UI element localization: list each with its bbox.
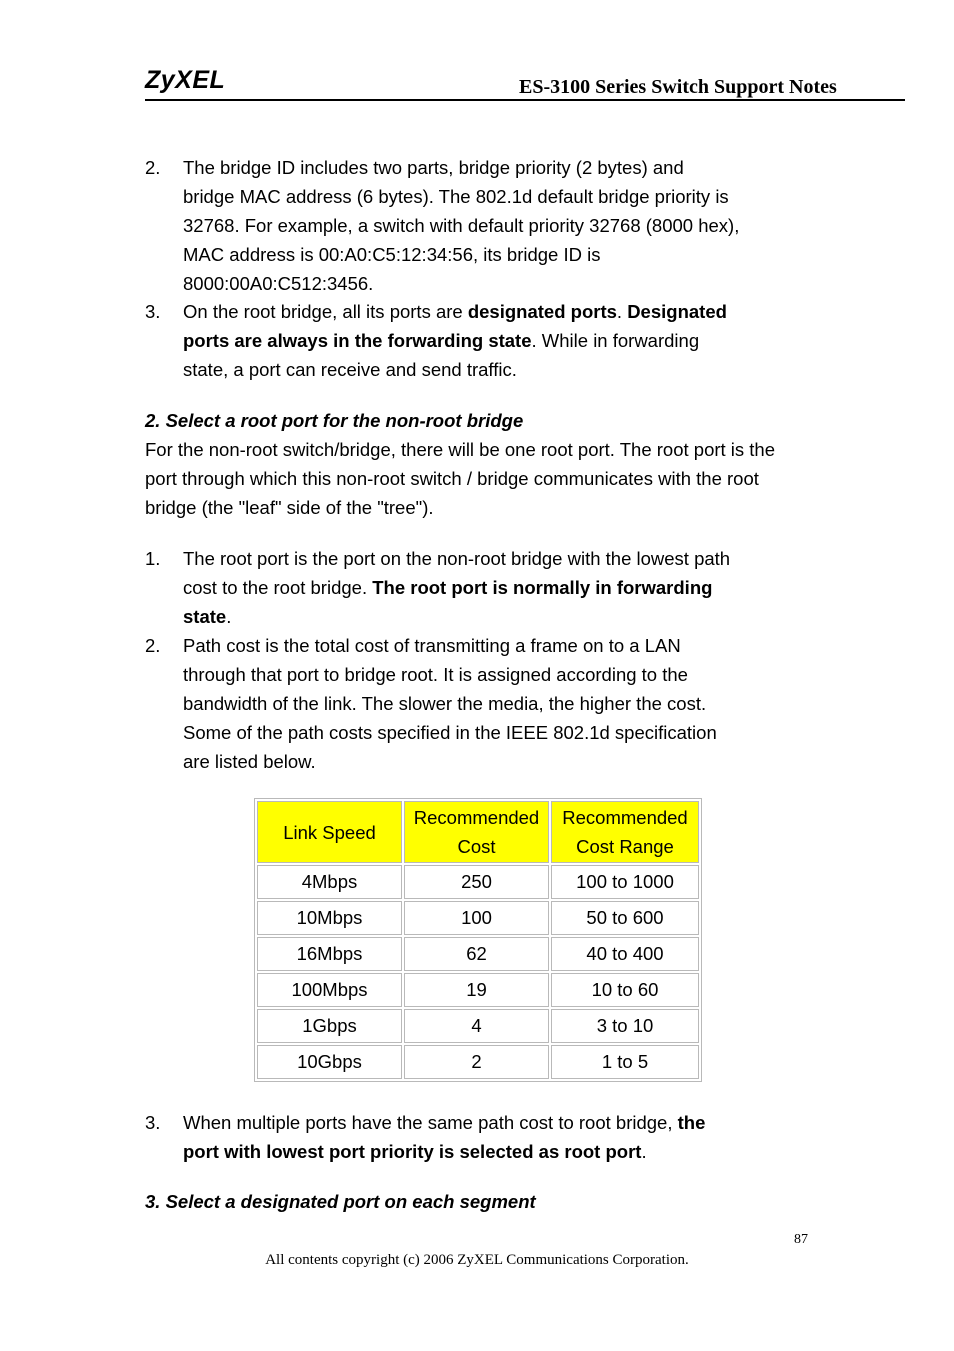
section-paragraph: For the non-root switch/bridge, there will be one root port. The root port is the port through which this non-root switch / bridge communicates with the root bridge (the "leaf" side of the "tree"). — [145, 439, 776, 518]
header-link-speed: Link Speed — [257, 801, 402, 863]
header-rule — [145, 99, 905, 101]
table-row — [257, 901, 699, 935]
section-heading-designated-port: 3. Select a designated port on each segment — [145, 1191, 536, 1212]
path-cost-table — [254, 798, 702, 1082]
list-item-path-cost: Path cost is the total cost of transmitting a frame on to a LAN through that port to bridge root. It is assigned according to the bandwidth of the link. The slower the media, the higher the cost. Some of the path costs specified in the IEEE 802.1d specification are listed below. — [183, 635, 717, 772]
list-number: 3. — [145, 301, 161, 322]
cell-cost: 100 — [404, 901, 549, 935]
cell-cost-range: 100 to 1000 — [551, 865, 699, 899]
copyright-footer: All contents copyright (c) 2006 ZyXEL Communications Corporation. — [265, 1252, 689, 1268]
cell-cost-range: 1 to 5 — [551, 1045, 699, 1079]
cell-cost: 19 — [404, 973, 549, 1007]
cell-cost: 250 — [404, 865, 549, 899]
document-title: ES-3100 Series Switch Support Notes — [519, 76, 837, 98]
list-number: 2. — [145, 157, 161, 178]
cell-cost-range: 3 to 10 — [551, 1009, 699, 1043]
header-recommended-cost-range: Recommended Cost Range — [551, 801, 699, 863]
section-heading-root-port: 2. Select a root port for the non-root bridge — [145, 410, 524, 431]
cell-link-speed: 100Mbps — [257, 973, 402, 1007]
cell-cost-range: 50 to 600 — [551, 901, 699, 935]
cell-cost: 62 — [404, 937, 549, 971]
table-header-row — [257, 801, 699, 863]
cell-cost-range: 40 to 400 — [551, 937, 699, 971]
zyxel-logo: ZyXEL — [145, 66, 226, 94]
table-row — [257, 973, 699, 1007]
list-number: 1. — [145, 548, 161, 569]
table-row — [257, 937, 699, 971]
cell-cost-range: 10 to 60 — [551, 973, 699, 1007]
cell-cost: 2 — [404, 1045, 549, 1079]
table-row — [257, 1045, 699, 1079]
page-number: 87 — [794, 1232, 808, 1247]
cell-link-speed: 4Mbps — [257, 865, 402, 899]
table-row — [257, 865, 699, 899]
table-row — [257, 1009, 699, 1043]
list-item-root-port: The root port is the port on the non-root bridge with the lowest path cost to the root bridge. The root port is normally in forwarding state. — [183, 548, 731, 627]
cell-link-speed: 16Mbps — [257, 937, 402, 971]
cell-link-speed: 10Mbps — [257, 901, 402, 935]
list-item-port-priority: When multiple ports have the same path cost to root bridge, the port with lowest port priority is selected as root port. — [183, 1112, 706, 1162]
cell-link-speed: 10Gbps — [257, 1045, 402, 1079]
cell-cost: 4 — [404, 1009, 549, 1043]
list-item-designated-ports: On the root bridge, all its ports are designated ports. Designated ports are always in the forwarding state. While in forwarding state, a port can receive and send traffic. — [183, 301, 727, 380]
list-number: 2. — [145, 635, 161, 656]
header-recommended-cost: Recommended Cost — [404, 801, 549, 863]
list-number: 3. — [145, 1112, 161, 1133]
cell-link-speed: 1Gbps — [257, 1009, 402, 1043]
list-item-bridge-id: The bridge ID includes two parts, bridge priority (2 bytes) and bridge MAC address (6 bytes). The 802.1d default bridge priority is 32768. For example, a switch with default priority 32768 (8000 hex), MAC address is 00:A0:C5:12:34:56, its bridge ID is 8000:00A0:C512:3456. — [183, 157, 740, 294]
